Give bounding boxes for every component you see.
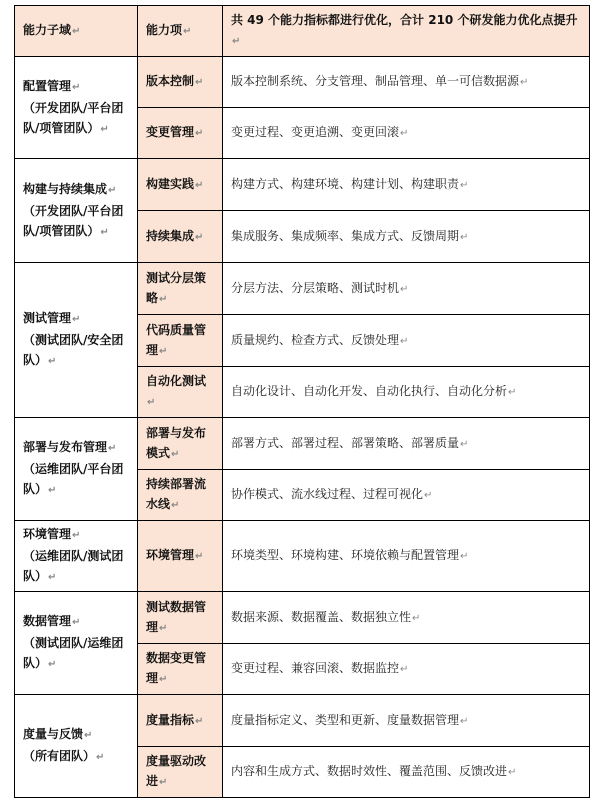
indicator-list: 质量规约、检查方式、反馈处理↵ — [223, 315, 590, 367]
indicator-list: 变更过程、兼容回滚、数据监控↵ — [223, 644, 590, 695]
indicator-list: 自动化设计、自动化开发、自动化执行、自动化分析↵ — [223, 367, 590, 418]
domain-name: 配置管理 — [23, 78, 72, 93]
capability-item-label: 数据变更管理 — [146, 651, 207, 685]
domain-teams: （开发团队/平台团队/项管团队） — [23, 203, 124, 238]
domain-cell: 环境管理↵ （运维团队/测试团队）↵ — [15, 521, 138, 592]
domain-name: 测试管理 — [23, 311, 72, 325]
indicator-text: 数据来源、数据覆盖、数据独立性 — [231, 609, 412, 624]
capability-item-label: 持续集成 — [146, 228, 195, 243]
capability-item-label: 测试分层策略 — [146, 270, 207, 305]
capability-item-label: 自动化测试 — [146, 374, 207, 388]
capability-item: 度量指标↵ — [138, 695, 223, 747]
capability-item-label: 变更管理 — [146, 125, 195, 139]
capability-item: 测试分层策略↵ — [138, 263, 223, 315]
domain-teams: （运维团队/平台团队） — [23, 462, 124, 496]
domain-name: 环境管理 — [23, 527, 72, 541]
indicator-list: 度量指标定义、类型和更新、度量数据管理↵ — [223, 695, 590, 747]
indicator-text: 构建方式、构建环境、构建计划、构建职责 — [231, 176, 460, 191]
header-row — [15, 6, 590, 57]
indicator-list: 构建方式、构建环境、构建计划、构建职责↵ — [223, 159, 590, 211]
indicator-text: 集成服务、集成频率、集成方式、反馈周期 — [231, 228, 460, 243]
capability-item-label: 部署与发布模式 — [146, 425, 207, 460]
header-indicators: 共 49 个能力指标都进行优化，合计 210 个研发能力优化点提升↵ — [223, 6, 590, 57]
domain-cell: 数据管理↵ （测试团队/运维团队）↵ — [15, 592, 138, 695]
domain-cell: 部署与发布管理↵ （运维团队/平台团队）↵ — [15, 418, 138, 521]
indicator-text: 内容和生成方式、数据时效性、覆盖范围、反馈改进 — [231, 764, 508, 778]
capability-item-label: 持续部署流水线 — [146, 477, 207, 511]
capability-item-label: 版本控制 — [146, 74, 195, 88]
indicator-list: 环境类型、环境构建、环境依赖与配置管理↵ — [223, 521, 590, 592]
indicator-text: 分层方法、分层策略、测试时机 — [231, 280, 400, 295]
capability-item: 构建实践↵ — [138, 159, 223, 211]
table-row — [15, 592, 590, 644]
domain-name: 部署与发布管理 — [23, 440, 108, 454]
capability-table — [14, 5, 590, 798]
indicator-text: 部署方式、部署过程、部署策略、部署质量 — [231, 435, 460, 450]
capability-item-label: 度量指标 — [146, 712, 195, 727]
table-row — [15, 57, 590, 108]
indicator-text: 自动化设计、自动化开发、自动化执行、自动化分析 — [231, 384, 508, 398]
header-domain: 能力子域↵ — [15, 6, 138, 57]
capability-item-label: 度量驱动改进 — [146, 754, 207, 788]
indicator-list: 内容和生成方式、数据时效性、覆盖范围、反馈改进↵ — [223, 747, 590, 798]
capability-item: 部署与发布模式↵ — [138, 418, 223, 470]
indicator-list: 分层方法、分层策略、测试时机↵ — [223, 263, 590, 315]
indicator-text: 环境类型、环境构建、环境依赖与配置管理 — [231, 548, 460, 562]
domain-cell: 配置管理↵ （开发团队/平台团队/项管团队）↵ — [15, 57, 138, 159]
capability-item: 版本控制↵ — [138, 57, 223, 108]
domain-cell: 测试管理↵ （测试团队/安全团队）↵ — [15, 263, 138, 418]
indicator-list: 版本控制系统、分支管理、制品管理、单一可信数据源↵ — [223, 57, 590, 108]
indicator-text: 度量指标定义、类型和更新、度量数据管理 — [231, 712, 460, 727]
capability-item: 持续集成↵ — [138, 211, 223, 263]
indicator-list: 变更过程、变更追溯、变更回滚↵ — [223, 108, 590, 159]
capability-item: 持续部署流水线↵ — [138, 470, 223, 521]
capability-item: 测试数据管理↵ — [138, 592, 223, 644]
table-row — [15, 263, 590, 315]
table-row — [15, 159, 590, 211]
capability-item: 变更管理↵ — [138, 108, 223, 159]
indicator-text: 协作模式、流水线过程、过程可视化 — [231, 487, 424, 501]
table-row — [15, 521, 590, 592]
domain-name: 构建与持续集成 — [23, 181, 108, 196]
capability-item: 自动化测试↵ — [138, 367, 223, 418]
domain-name: 度量与反馈 — [23, 727, 84, 741]
capability-item-label: 环境管理 — [146, 548, 195, 562]
domain-teams: （开发团队/平台团队/项管团队） — [23, 100, 124, 135]
domain-cell: 度量与反馈↵ （所有团队）↵ — [15, 695, 138, 798]
domain-teams: （测试团队/安全团队） — [23, 333, 124, 367]
domain-teams: （测试团队/运维团队） — [23, 636, 124, 670]
domain-name: 数据管理 — [23, 614, 72, 628]
table-row — [15, 418, 590, 470]
capability-item: 数据变更管理↵ — [138, 644, 223, 695]
domain-teams: （所有团队） — [23, 749, 96, 763]
indicator-list: 协作模式、流水线过程、过程可视化↵ — [223, 470, 590, 521]
indicator-text: 版本控制系统、分支管理、制品管理、单一可信数据源 — [231, 74, 520, 88]
indicator-list: 集成服务、集成频率、集成方式、反馈周期↵ — [223, 211, 590, 263]
indicator-list: 部署方式、部署过程、部署策略、部署质量↵ — [223, 418, 590, 470]
capability-item: 环境管理↵ — [138, 521, 223, 592]
capability-item: 代码质量管理↵ — [138, 315, 223, 367]
table-row — [15, 695, 590, 747]
indicator-text: 变更过程、兼容回滚、数据监控 — [231, 661, 400, 675]
capability-item-label: 测试数据管理 — [146, 599, 207, 634]
indicator-list: 数据来源、数据覆盖、数据独立性↵ — [223, 592, 590, 644]
indicator-text: 质量规约、检查方式、反馈处理 — [231, 332, 400, 347]
capability-item-label: 构建实践 — [146, 176, 195, 191]
header-item: 能力项↵ — [138, 6, 223, 57]
indicator-text: 变更过程、变更追溯、变更回滚 — [231, 125, 400, 139]
domain-cell: 构建与持续集成↵ （开发团队/平台团队/项管团队）↵ — [15, 159, 138, 263]
capability-item: 度量驱动改进↵ — [138, 747, 223, 798]
domain-teams: （运维团队/测试团队） — [23, 549, 124, 583]
capability-item-label: 代码质量管理 — [146, 322, 207, 357]
